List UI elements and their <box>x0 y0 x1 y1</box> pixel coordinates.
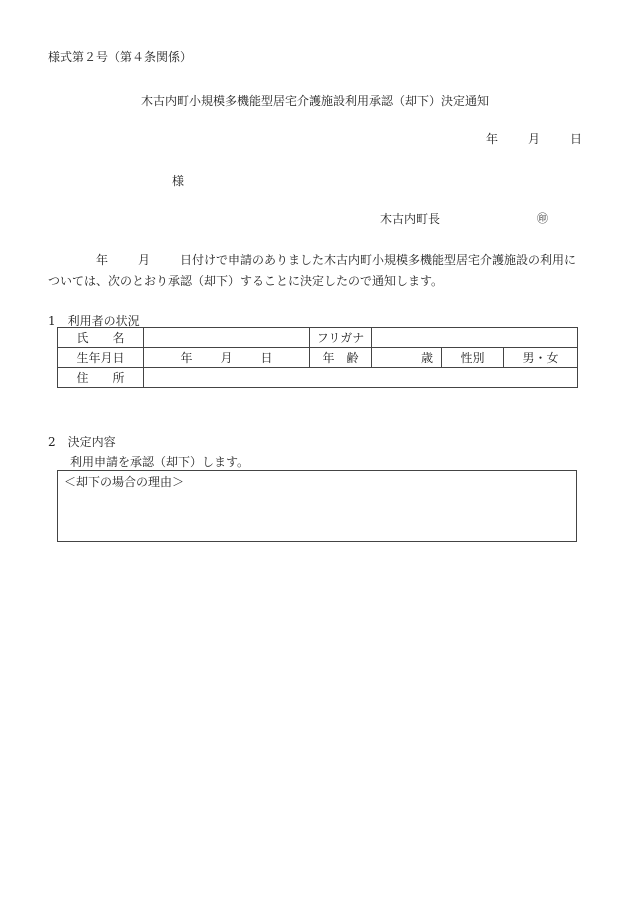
furigana-field[interactable] <box>372 328 578 348</box>
name-field[interactable] <box>144 328 310 348</box>
table-row <box>58 348 578 368</box>
birth-day: 日 <box>260 351 273 365</box>
age-label: 年 齢 <box>310 348 372 368</box>
body-year: 年 <box>96 253 109 267</box>
date-year: 年 <box>485 132 498 146</box>
birth-year: 年 <box>180 351 193 365</box>
document-title: 木古内町小規模多機能型居宅介護施設利用承認（却下）決定通知 <box>140 94 489 108</box>
addressee: 様 <box>172 174 185 188</box>
seal-mark: ㊞ <box>537 212 548 225</box>
sex-field[interactable]: 男・女 <box>504 348 578 368</box>
date-day: 日 <box>569 132 582 146</box>
decision-statement: 利用申請を承認（却下）します。 <box>70 455 250 469</box>
issuer-name: 木古内町長 <box>380 212 441 226</box>
rejection-reason-label: ＜却下の場合の理由＞ <box>64 475 185 489</box>
name-label: 氏 名 <box>58 328 144 348</box>
age-field[interactable]: 歳 <box>372 348 442 368</box>
notice-body <box>48 250 582 292</box>
table-row <box>58 328 578 348</box>
body-month: 月 <box>138 253 151 267</box>
birth-month: 月 <box>220 351 233 365</box>
address-label: 住 所 <box>58 368 144 388</box>
body-sentence-1: 日付けで申請のありました木古内町小規模多機能型居宅介護施設の利用に <box>180 253 577 267</box>
date-month: 月 <box>527 132 540 146</box>
body-sentence-2: ついては、次のとおり承認（却下）することに決定したので通知します。 <box>48 274 444 288</box>
furigana-label: フリガナ <box>310 328 372 348</box>
address-field[interactable] <box>144 368 578 388</box>
birth-label: 生年月日 <box>58 348 144 368</box>
issue-date <box>486 130 582 147</box>
section-2-heading: 2 決定内容 <box>48 435 116 449</box>
rejection-reason-box[interactable] <box>57 470 577 542</box>
sex-label: 性別 <box>442 348 504 368</box>
table-row <box>58 368 578 388</box>
section-1-heading: 1 利用者の状況 <box>48 314 140 328</box>
user-status-table <box>57 327 578 388</box>
form-number: 様式第２号（第４条関係） <box>48 50 193 64</box>
birth-field[interactable] <box>144 348 310 368</box>
